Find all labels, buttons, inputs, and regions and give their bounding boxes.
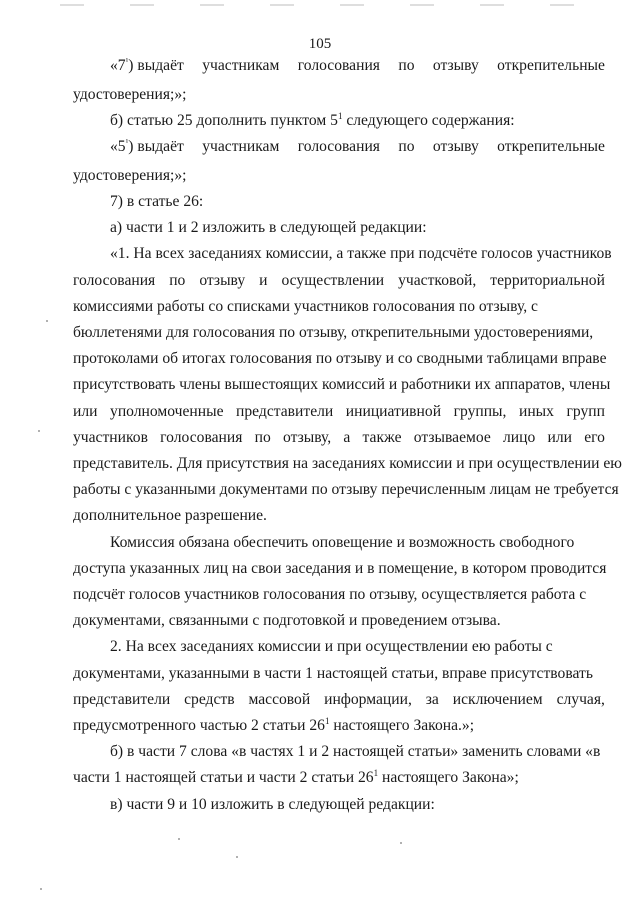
- text-line: дополнительное разрешение.: [73, 507, 267, 524]
- scan-speck: [38, 430, 40, 432]
- text-line: подсчёт голосов участников голосования по отзыву, осуществляется работа с: [73, 586, 587, 603]
- text-line: а) части 1 и 2 изложить в следующей редакции:: [110, 219, 427, 236]
- word: отзываемое: [413, 429, 491, 446]
- scan-speck: [46, 320, 48, 322]
- word: территориальной: [490, 272, 605, 289]
- text-line: б) в части 7 слова «в частях 1 и 2 настоящей статьи» заменить словами «в: [110, 743, 601, 760]
- word: представители: [73, 691, 171, 708]
- word: по: [398, 138, 415, 155]
- text-line: бюллетенями для голосования по отзыву, открепительными удостоверениями,: [73, 324, 594, 341]
- word: группы,: [453, 403, 507, 420]
- word: голосования: [297, 138, 380, 155]
- word: осуществлении: [281, 272, 385, 289]
- word: представители: [236, 403, 334, 420]
- word: иных: [518, 403, 554, 420]
- word: лицо: [503, 429, 536, 446]
- word: а: [343, 429, 351, 446]
- text-line: [73, 402, 605, 422]
- word: отзыву,: [282, 429, 332, 446]
- scan-speck: [178, 838, 180, 840]
- text-line: [73, 428, 605, 448]
- text-line: протоколами об итогах голосования по отзыву и со сводными таблицами вправе: [73, 350, 607, 367]
- word: или: [547, 429, 572, 446]
- text-line: [73, 690, 605, 710]
- word: его: [584, 429, 605, 446]
- text-line: комиссиями работы со списками участников голосования по отзыву, с: [73, 298, 538, 315]
- text-line: доступа указанных лиц на свои заседания и в помещение, в котором проводится: [73, 560, 607, 577]
- text-line: «1. На всех заседаниях комиссии, а также при подсчёте голосов участников: [110, 245, 612, 262]
- word: по: [398, 57, 415, 74]
- text-line: представитель. Для присутствия на заседаниях комиссии и при осуществлении ею: [73, 455, 622, 472]
- text-line: удостоверения;»;: [73, 86, 187, 103]
- word: средств: [184, 691, 235, 708]
- word: участникам: [202, 138, 280, 155]
- word: участникам: [202, 57, 280, 74]
- word: массовой: [248, 691, 311, 708]
- text-line: документами, связанными с подготовкой и проведением отзыва.: [73, 612, 501, 629]
- word: уполномоченные: [110, 403, 224, 420]
- word: участковой,: [398, 272, 477, 289]
- word: отзыву: [432, 57, 479, 74]
- text-line: удостоверения;»;: [73, 167, 187, 184]
- word: инициативной: [345, 403, 442, 420]
- word: за: [425, 691, 439, 708]
- text-line: [73, 271, 605, 291]
- text-line: Комиссия обязана обеспечить оповещение и возможность свободного: [110, 534, 575, 551]
- text-line: предусмотренного частью 2 статьи $26^1$ настоящего Закона.»;: [73, 716, 475, 734]
- text-line: в) части 9 и 10 изложить в следующей редакции:: [110, 796, 435, 813]
- text-line: 7) в статье 26:: [110, 193, 204, 210]
- word: также: [362, 429, 402, 446]
- text-line: [110, 137, 605, 157]
- word: голосования: [73, 272, 156, 289]
- text-line: работы с указанными документами по отзыву перечисленным лицам не требуется: [73, 481, 619, 498]
- word: и: [259, 272, 268, 289]
- word: открепительные: [497, 57, 605, 74]
- word: участников: [73, 429, 148, 446]
- word: групп: [566, 403, 605, 420]
- word: голосования: [297, 57, 380, 74]
- text-line: присутствовать члены вышестоящих комиссий и работники их аппаратов, члены: [73, 376, 611, 393]
- word: голосования: [160, 429, 243, 446]
- word: «$5^{^1}$) выдаёт: [110, 137, 184, 155]
- word: случая,: [556, 691, 605, 708]
- text-line: б) статью 25 дополнить пунктом $5^1$ следующего содержания:: [110, 111, 515, 129]
- word: исключением: [452, 691, 543, 708]
- text-line: документами, указанными в части 1 настоящей статьи, вправе присутствовать: [73, 665, 593, 682]
- word: по: [254, 429, 271, 446]
- word: по: [169, 272, 186, 289]
- text-line: [110, 56, 605, 76]
- text-line: части 1 настоящей статьи и части 2 статьи $26^1$ настоящего Закона»;: [73, 768, 519, 786]
- text-line: 2. На всех заседаниях комиссии и при осуществлении ею работы с: [110, 638, 553, 655]
- word: или: [73, 403, 98, 420]
- page-number: 105: [308, 36, 332, 52]
- word: открепительные: [497, 138, 605, 155]
- word: отзыву: [432, 138, 479, 155]
- word: информации,: [324, 691, 412, 708]
- word: отзыву: [199, 272, 246, 289]
- scan-speck: [40, 888, 42, 890]
- word: «$7^{^1}$) выдаёт: [110, 56, 184, 74]
- scan-speck: [400, 842, 402, 844]
- scan-speck: [236, 856, 238, 858]
